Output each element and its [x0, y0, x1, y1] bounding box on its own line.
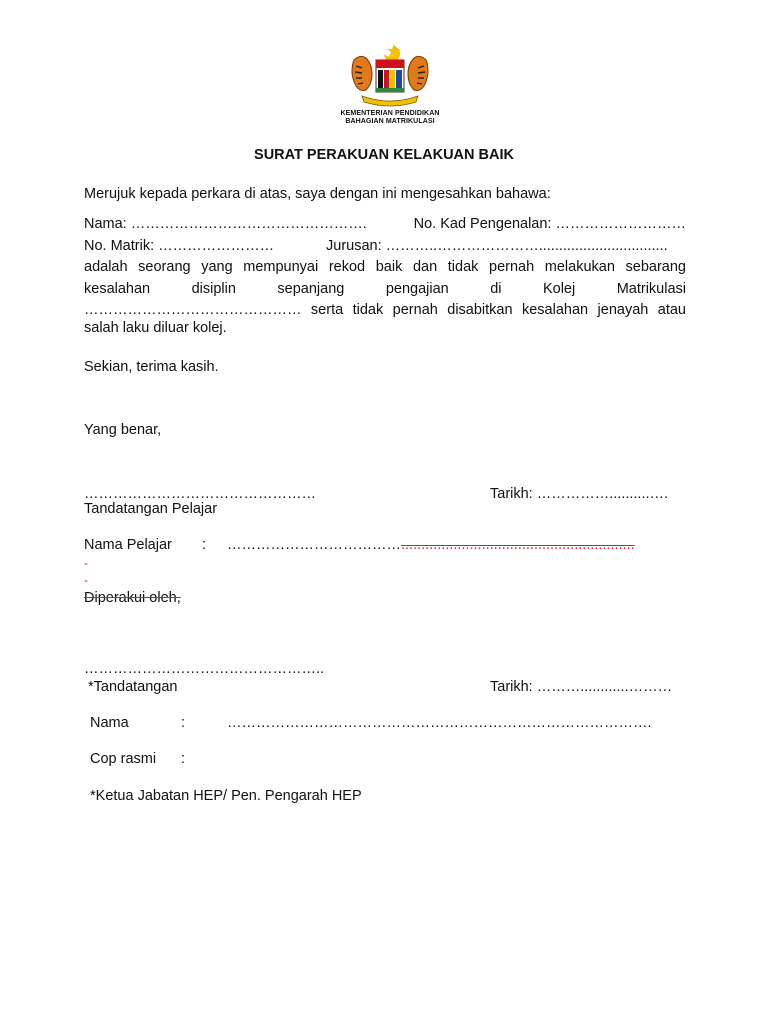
- body-text-4: kesalahan disiplin sepanjang pengajian di Kolej Matrikulasi: [84, 281, 686, 297]
- org-line-1: KEMENTERIAN PENDIDIKAN: [340, 110, 440, 117]
- officer-signature-label: *Tandatangan: [88, 679, 178, 695]
- officer-name-colon: :: [181, 715, 186, 731]
- officer-signature-line: …………………………………………..: [84, 661, 325, 677]
- ic-field: No. Kad Pengenalan: ………………………: [413, 216, 686, 232]
- body-line-1: [84, 216, 686, 238]
- student-date: Tarikh: ……………..........….: [490, 486, 669, 502]
- student-signature-line: …………………………………………: [84, 486, 316, 502]
- document-title: SURAT PERAKUAN KELAKUAN BAIK: [254, 147, 514, 163]
- body-line-3: [84, 259, 686, 281]
- red-mark-2: -: [84, 573, 88, 587]
- student-name-dots-tracked: ..........................................................: [401, 537, 635, 553]
- org-line-2: BAHAGIAN MATRIKULASI: [345, 118, 435, 125]
- student-name-field: [227, 537, 635, 553]
- nama-field: Nama: ………………………………………….: [84, 216, 367, 232]
- body-line-2: [84, 238, 686, 260]
- intro-text: Merujuk kepada perkara di atas, saya dengan ini mengesahkan bahawa:: [84, 186, 551, 202]
- officer-date: Tarikh: ………............………: [490, 679, 673, 695]
- student-name-dots: ………………………………: [227, 537, 401, 553]
- officer-name-field: …………………………………………………………………………….: [227, 715, 652, 731]
- body-text-6: salah laku diluar kolej.: [84, 320, 227, 336]
- student-signature-label: Tandatangan Pelajar: [84, 501, 218, 517]
- yang-benar-text: Yang benar,: [84, 422, 162, 438]
- coat-of-arms-icon: [340, 40, 440, 110]
- body-text-5: ……………………………………… serta tidak pernah disabitkan kesalahan jenayah atau: [84, 302, 686, 318]
- red-mark-1: -: [84, 556, 88, 570]
- officer-name-label: Nama: [90, 715, 129, 731]
- closing-text: Sekian, terima kasih.: [84, 359, 219, 375]
- diperakui-text: Diperakui oleh,: [84, 590, 181, 606]
- matrik-field: No. Matrik: ……………………: [84, 238, 275, 254]
- cop-label: Cop rasmi: [90, 751, 157, 767]
- student-name-colon: :: [202, 537, 207, 553]
- student-name-label: Nama Pelajar: [84, 537, 172, 553]
- jurusan-field: Jurusan: ………..…………………................................: [326, 238, 668, 254]
- body-text-3: adalah seorang yang mempunyai rekod baik dan tidak pernah melakukan sebarang: [84, 259, 686, 275]
- footnote-text: *Ketua Jabatan HEP/ Pen. Pengarah HEP: [90, 788, 362, 804]
- cop-colon: :: [181, 751, 186, 767]
- body-line-4: [84, 281, 686, 303]
